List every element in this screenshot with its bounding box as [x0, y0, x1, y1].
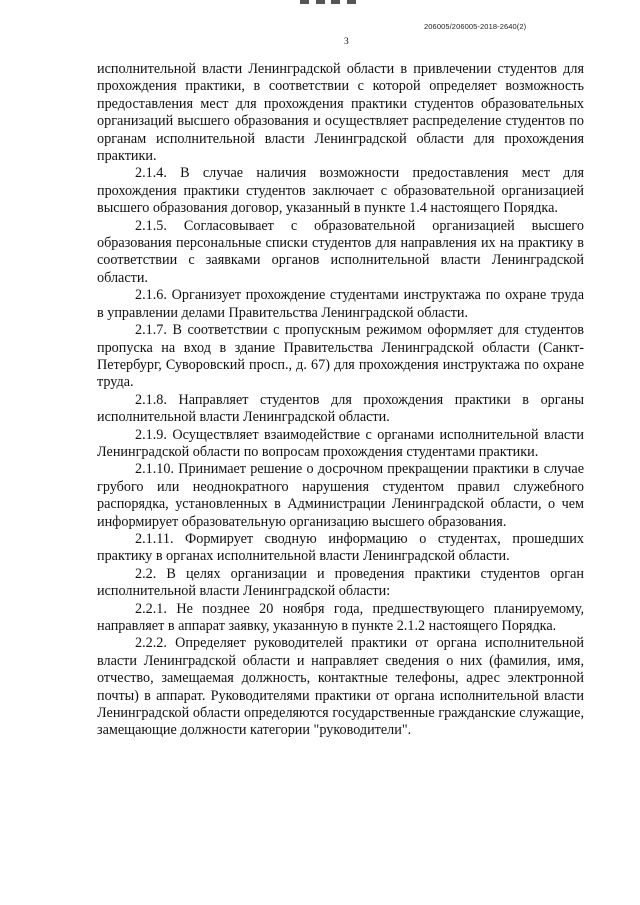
paragraph-2-1-7: 2.1.7. В соответствии с пропускным режимом оформляет для студентов пропуска на вход в здание Правительства Ленинградской области (Санкт-Петербург, Суворовский просп., д. 67) для прохождения инструктажа по охране труда. [97, 322, 584, 391]
paragraph-2-1-11: 2.1.11. Формирует сводную информацию о студентах, прошедших практику в органах исполнительной власти Ленинградской области. [97, 530, 584, 565]
paragraph-2-2-2: 2.2.2. Определяет руководителей практики от органа исполнительной власти Ленинградской области и направляет сведения о них (фамилия, имя, отчество, замещаемая должность, контактные телефоны, адрес электронной почты) в аппарат. Руководителями практики от органа исполнительной власти Ленинградской области определяются государственные гражданские служащие, замещающие должности категории "руководители". [97, 635, 584, 739]
paragraph-continuation: исполнительной власти Ленинградской области в привлечении студентов для прохождения практики, в соответствии с которой определяет возможность предоставления мест для прохождения практики студентов образовательных организаций высшего образования и осуществляет распределение студентов по органам исполнительной власти Ленинградской области для прохождения практики. [97, 61, 584, 165]
paragraph-2-1-8: 2.1.8. Направляет студентов для прохождения практики в органы исполнительной власти Ленинградской области. [97, 391, 584, 426]
paragraph-2-1-9: 2.1.9. Осуществляет взаимодействие с органами исполнительной власти Ленинградской области по вопросам прохождения студентами практики. [97, 426, 584, 460]
paragraph-2-2: 2.2. В целях организации и проведения практики студентов орган исполнительной власти Ленинградской области: [97, 565, 584, 600]
page-number: 3 [344, 37, 349, 47]
document-body [97, 61, 584, 740]
document-id: 206005/206005-2018-2640(2) [424, 22, 527, 31]
paragraph-2-1-5: 2.1.5. Согласовывает с образовательной организацией высшего образования персональные списки студентов для направления их на практику в соответствии с заявками органов исполнительной власти Ленинградской области. [97, 217, 584, 286]
paragraph-2-1-6: 2.1.6. Организует прохождение студентами инструктажа по охране труда в управлении делами Правительства Ленинградской области. [97, 287, 584, 321]
paragraph-2-2-1: 2.2.1. Не позднее 20 ноября года, предшествующего планируемому, направляет в аппарат заявку, указанную в пункте 2.1.2 настоящего Порядка. [97, 600, 584, 634]
paragraph-2-1-4: 2.1.4. В случае наличия возможности предоставления мест для прохождения практики студентов заключает с образовательной организацией высшего образования договор, указанный в пункте 1.4 настоящего Порядка. [97, 165, 584, 217]
scan-artifact [300, 0, 362, 4]
paragraph-2-1-10: 2.1.10. Принимает решение о досрочном прекращении практики в случае грубого или неоднократного нарушения студентом правил служебного распорядка, установленных в Администрации Ленинградской области, о чем информирует образовательную организацию высшего образования. [97, 461, 584, 530]
